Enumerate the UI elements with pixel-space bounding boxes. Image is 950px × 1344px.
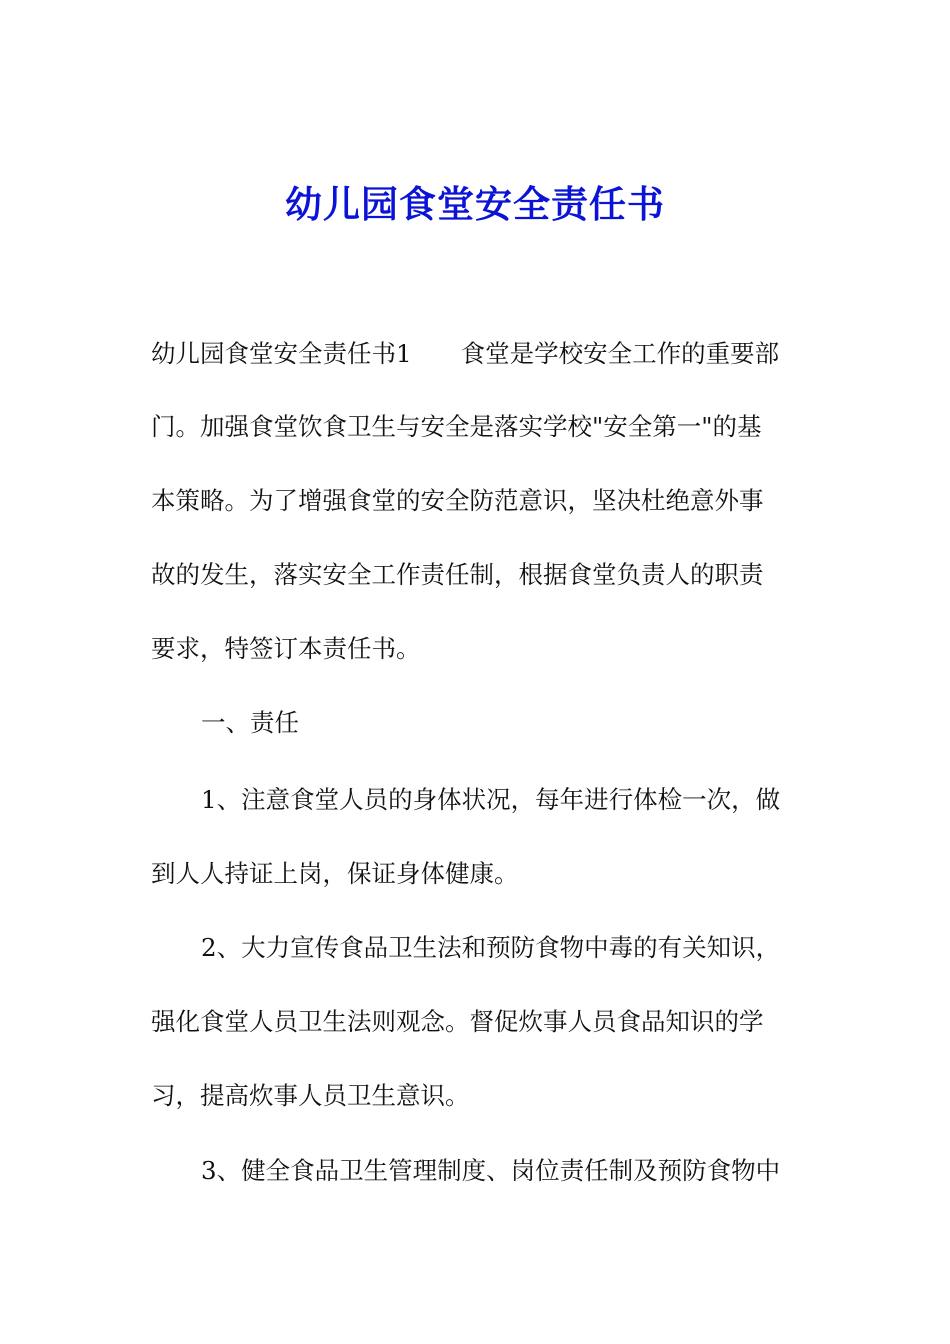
section-heading: 一、责任 (201, 708, 299, 737)
body-line: 本策略。为了增强食堂的安全防范意识，坚决杜绝意外事 (151, 486, 764, 515)
body-line: 强化食堂人员卫生法则观念。督促炊事人员食品知识的学 (151, 1007, 764, 1036)
body-line: 到人人持证上岗，保证身体健康。 (151, 859, 519, 888)
body-line: 故的发生，落实安全工作责任制，根据食堂负责人的职责 (151, 560, 764, 589)
body-line: 2、大力宣传食品卫生法和预防食物中毒的有关知识， (201, 933, 781, 962)
body-line: 习，提高炊事人员卫生意识。 (151, 1081, 470, 1110)
body-line: 门。加强食堂饮食卫生与安全是落实学校"安全第一"的基 (151, 412, 762, 441)
body-line: 3、健全食品卫生管理制度、岗位责任制及预防食物中 (201, 1156, 781, 1185)
body-line: 要求，特签订本责任书。 (151, 634, 421, 663)
body-line: 1、注意食堂人员的身体状况，每年进行体检一次，做 (201, 785, 781, 814)
body-line: 幼儿园食堂安全责任书1 食堂是学校安全工作的重要部 (151, 339, 780, 368)
document-title: 幼儿园食堂安全责任书 (285, 182, 665, 226)
